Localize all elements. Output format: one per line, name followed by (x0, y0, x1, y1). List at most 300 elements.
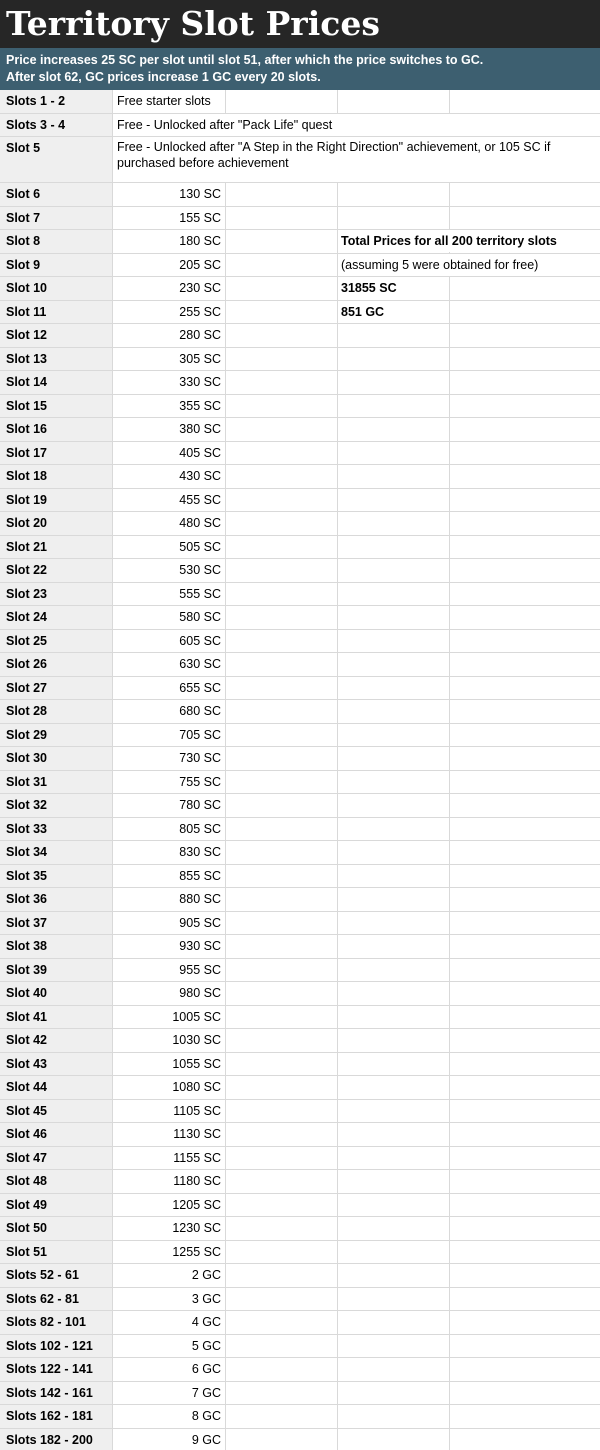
slot-price-text: 580 SC (179, 610, 221, 624)
table-row (0, 1194, 600, 1218)
empty-cell (338, 700, 450, 723)
slot-label-text: Slot 48 (6, 1174, 47, 1188)
slot-label (0, 606, 113, 629)
empty-cell (226, 559, 338, 582)
slot-price (113, 1123, 226, 1146)
empty-cell (226, 207, 338, 230)
slot-label (0, 1076, 113, 1099)
table-row (0, 935, 600, 959)
empty-cell (226, 935, 338, 958)
slot-label-text: Slot 15 (6, 398, 47, 413)
slot-label (0, 1123, 113, 1146)
empty-cell (226, 183, 338, 206)
table-row (0, 536, 600, 560)
table-row (0, 982, 600, 1006)
empty-cell (338, 512, 450, 535)
empty-cell (226, 1029, 338, 1052)
empty-cell (450, 1405, 600, 1428)
empty-cell (226, 1147, 338, 1170)
table-row (0, 1335, 600, 1359)
empty-cell (338, 935, 450, 958)
table-row (0, 277, 600, 301)
empty-cell (226, 301, 338, 324)
slot-label-text: Slot 23 (6, 586, 47, 601)
slot-price (113, 1241, 226, 1264)
slot-price (113, 301, 226, 324)
empty-cell (450, 841, 600, 864)
slot-label-text: Slot 10 (6, 281, 47, 295)
empty-cell (226, 771, 338, 794)
slot-description: Free - Unlocked after "A Step in the Right Direction" achievement, or 105 SC if purchased before achievement (117, 140, 551, 170)
empty-cell (450, 818, 600, 841)
slot-label-text: Slot 26 (6, 657, 47, 671)
table-row (0, 912, 600, 936)
slot-price-text: 655 SC (179, 680, 221, 695)
slot-price (113, 324, 226, 347)
slot-price (113, 771, 226, 794)
slot-price-text: 680 SC (179, 704, 221, 718)
slot-price (113, 888, 226, 911)
slot-label-text: Slots 162 - 181 (6, 1409, 93, 1423)
table-row (0, 1053, 600, 1077)
slot-price (113, 512, 226, 535)
slot-price (113, 1429, 226, 1450)
slot-label-text: Slot 19 (6, 492, 47, 507)
slot-label-text: Slots 62 - 81 (6, 1291, 79, 1306)
empty-cell (450, 183, 600, 206)
table-row (0, 1029, 600, 1053)
empty-cell (450, 959, 600, 982)
slot-price (113, 1217, 226, 1240)
table-row (0, 700, 600, 724)
slot-label-text: Slot 43 (6, 1056, 47, 1071)
page-title: Territory Slot Prices (6, 4, 380, 43)
slot-price (113, 1382, 226, 1405)
empty-cell (226, 418, 338, 441)
table-row (0, 724, 600, 748)
slot-price (113, 1170, 226, 1193)
slot-label (0, 1241, 113, 1264)
empty-cell (450, 935, 600, 958)
table-row (0, 888, 600, 912)
empty-cell (450, 348, 600, 371)
slot-label (0, 865, 113, 888)
slot-label (0, 700, 113, 723)
slot-label (0, 959, 113, 982)
slot-label (0, 1288, 113, 1311)
empty-cell (338, 1429, 450, 1450)
table-row (0, 1241, 600, 1265)
slot-label (0, 301, 113, 324)
empty-cell (450, 1100, 600, 1123)
table-row (0, 841, 600, 865)
empty-cell (338, 771, 450, 794)
table-row (0, 207, 600, 231)
table-row (0, 418, 600, 442)
slot-price-text: 1155 SC (173, 1150, 221, 1165)
empty-cell (338, 747, 450, 770)
empty-cell (450, 324, 600, 347)
slot-price-text: 1005 SC (172, 1009, 221, 1024)
slot-label-text: Slot 34 (6, 845, 47, 859)
empty-cell (226, 818, 338, 841)
empty-cell (338, 1194, 450, 1217)
empty-cell (338, 442, 450, 465)
table-row (0, 512, 600, 536)
slot-price-text: 505 SC (179, 539, 221, 554)
empty-cell (226, 90, 338, 113)
empty-cell (450, 1123, 600, 1146)
slot-price (113, 1311, 226, 1334)
slot-price-text: 755 SC (179, 774, 221, 789)
slot-label (0, 465, 113, 488)
empty-cell (226, 700, 338, 723)
slot-price-text: 1230 SC (172, 1221, 221, 1235)
slot-price (113, 489, 226, 512)
empty-cell (338, 1053, 450, 1076)
slot-label-text: Slot 8 (6, 234, 41, 248)
empty-cell (226, 536, 338, 559)
slot-label-text: Slot 28 (6, 704, 47, 718)
slot-price-text: 305 SC (179, 351, 221, 366)
empty-cell (450, 1429, 600, 1450)
slot-description: Free starter slots (113, 90, 226, 113)
slot-price-text: 1180 SC (173, 1174, 221, 1188)
empty-cell (338, 794, 450, 817)
slot-price-text: 705 SC (179, 727, 221, 742)
slot-price (113, 959, 226, 982)
slot-label-text: Slot 31 (6, 774, 47, 789)
slot-price-text: 1205 SC (172, 1197, 221, 1212)
slot-price (113, 747, 226, 770)
slot-price-text: 130 SC (179, 187, 221, 201)
empty-cell (450, 794, 600, 817)
table-row (0, 1217, 600, 1241)
empty-cell (338, 1170, 450, 1193)
slot-price-text: 205 SC (179, 257, 221, 272)
slot-price-text: 930 SC (179, 939, 221, 953)
empty-cell (226, 442, 338, 465)
empty-cell (338, 536, 450, 559)
slot-price-text: 6 GC (191, 1362, 221, 1376)
slot-label (0, 1335, 113, 1358)
slot-price-text: 855 SC (179, 868, 221, 883)
table-row (0, 1123, 600, 1147)
table-row (0, 114, 600, 138)
slot-price-text: 555 SC (179, 586, 221, 601)
empty-cell (226, 583, 338, 606)
slot-label-text: Slot 50 (6, 1221, 47, 1235)
table-row (0, 1076, 600, 1100)
empty-cell (226, 489, 338, 512)
empty-cell (226, 1264, 338, 1287)
empty-cell (450, 1311, 600, 1334)
empty-cell (226, 1405, 338, 1428)
slot-price (113, 1358, 226, 1381)
slot-price (113, 1029, 226, 1052)
slot-label-text: Slot 38 (6, 939, 47, 953)
slot-label (0, 1358, 113, 1381)
empty-cell (450, 912, 600, 935)
empty-cell (450, 301, 600, 324)
empty-cell (338, 348, 450, 371)
empty-cell (338, 1311, 450, 1334)
table-row (0, 1405, 600, 1429)
slot-price-text: 4 GC (191, 1315, 221, 1329)
empty-cell (450, 418, 600, 441)
slot-price-text: 480 SC (179, 516, 221, 530)
empty-cell (226, 254, 338, 277)
slot-label-text: Slot 25 (6, 633, 47, 648)
slot-label (0, 1100, 113, 1123)
table-row (0, 465, 600, 489)
slot-label-text: Slot 16 (6, 422, 47, 436)
empty-cell (338, 1076, 450, 1099)
slot-label (0, 1264, 113, 1287)
empty-cell (226, 1123, 338, 1146)
slot-price-text: 1055 SC (172, 1056, 221, 1071)
slot-label-text: Slot 41 (6, 1009, 47, 1024)
slot-label-text: Slot 30 (6, 751, 47, 765)
empty-cell (450, 1241, 600, 1264)
empty-cell (450, 1217, 600, 1240)
slot-price (113, 1006, 226, 1029)
slot-label (0, 1405, 113, 1428)
subtitle-line-2: After slot 62, GC prices increase 1 GC every 20 slots. (6, 70, 321, 84)
slot-label-text: Slot 36 (6, 892, 47, 906)
empty-cell (450, 559, 600, 582)
slot-label-text: Slots 52 - 61 (6, 1268, 79, 1282)
empty-cell (338, 1382, 450, 1405)
table-row (0, 1382, 600, 1406)
slot-price (113, 700, 226, 723)
empty-cell (226, 1335, 338, 1358)
empty-cell (338, 1264, 450, 1287)
table-row (0, 1170, 600, 1194)
empty-cell (338, 1100, 450, 1123)
slot-label (0, 1382, 113, 1405)
empty-cell (226, 465, 338, 488)
empty-cell (338, 489, 450, 512)
empty-cell (450, 771, 600, 794)
slot-price (113, 1405, 226, 1428)
empty-cell (450, 1264, 600, 1287)
slot-label (0, 1429, 113, 1450)
slot-price (113, 348, 226, 371)
empty-cell (338, 606, 450, 629)
slot-label-text: Slots 182 - 200 (6, 1432, 93, 1447)
empty-cell (226, 912, 338, 935)
table-row (0, 301, 600, 325)
empty-cell (450, 583, 600, 606)
slot-label (0, 183, 113, 206)
empty-cell (226, 1382, 338, 1405)
empty-cell (338, 888, 450, 911)
empty-cell (338, 559, 450, 582)
slot-price-text: 7 GC (191, 1385, 221, 1400)
slot-label (0, 1053, 113, 1076)
table-row (0, 395, 600, 419)
slot-label (0, 1217, 113, 1240)
empty-cell (450, 747, 600, 770)
slot-label (0, 583, 113, 606)
empty-cell (450, 606, 600, 629)
table-row (0, 653, 600, 677)
empty-cell (226, 888, 338, 911)
slot-label (0, 771, 113, 794)
empty-cell (450, 1335, 600, 1358)
empty-cell (450, 1053, 600, 1076)
slot-price (113, 935, 226, 958)
empty-cell (226, 724, 338, 747)
slot-price-text: 8 GC (191, 1409, 221, 1423)
table-row (0, 747, 600, 771)
slot-label (0, 254, 113, 277)
slot-price-text: 980 SC (179, 986, 221, 1000)
empty-cell (450, 1382, 600, 1405)
table-row (0, 771, 600, 795)
empty-cell (226, 1006, 338, 1029)
empty-cell (338, 1123, 450, 1146)
slot-label-text: Slot 13 (6, 351, 47, 366)
slot-label-text: Slot 45 (6, 1103, 47, 1118)
empty-cell (338, 183, 450, 206)
slot-label (0, 1006, 113, 1029)
empty-cell (338, 90, 450, 113)
slot-price-text: 280 SC (179, 328, 221, 342)
table-row (0, 1100, 600, 1124)
table-row (0, 559, 600, 583)
empty-cell (338, 395, 450, 418)
empty-cell (338, 865, 450, 888)
slot-price-text: 255 SC (179, 304, 221, 319)
table-row (0, 583, 600, 607)
table-row (0, 1311, 600, 1335)
empty-cell (338, 465, 450, 488)
slot-label-text: Slot 47 (6, 1150, 47, 1165)
empty-cell (226, 324, 338, 347)
table-row (0, 1288, 600, 1312)
empty-cell (450, 536, 600, 559)
empty-cell (338, 1217, 450, 1240)
slot-label (0, 442, 113, 465)
slot-label (0, 982, 113, 1005)
slot-label (0, 794, 113, 817)
empty-cell (226, 1217, 338, 1240)
table-row (0, 606, 600, 630)
slot-price-text: 180 SC (179, 234, 221, 248)
empty-cell (226, 1100, 338, 1123)
subtitle-line-1: Price increases 25 SC per slot until slot 51, after which the price switches to GC. (6, 53, 484, 67)
empty-cell (450, 465, 600, 488)
empty-cell (226, 1429, 338, 1450)
table-row (0, 1264, 600, 1288)
slot-price-text: 1105 SC (173, 1103, 221, 1118)
table-row (0, 183, 600, 207)
empty-cell (338, 1029, 450, 1052)
slot-label-text: Slot 11 (6, 304, 47, 319)
table-row (0, 1006, 600, 1030)
slot-price (113, 912, 226, 935)
slot-label (0, 653, 113, 676)
slot-label (0, 1147, 113, 1170)
empty-cell (338, 677, 450, 700)
empty-cell (450, 1006, 600, 1029)
slot-price-text: 830 SC (179, 845, 221, 859)
slot-price (113, 183, 226, 206)
slot-price (113, 724, 226, 747)
empty-cell (226, 1288, 338, 1311)
slot-price-text: 630 SC (179, 657, 221, 671)
empty-cell (450, 442, 600, 465)
empty-cell (338, 818, 450, 841)
empty-cell (226, 1311, 338, 1334)
slot-price-text: 5 GC (191, 1338, 221, 1353)
slot-price-text: 155 SC (179, 210, 221, 225)
slot-label-text: Slot 22 (6, 563, 47, 577)
slot-price-text: 955 SC (179, 962, 221, 977)
empty-cell (450, 888, 600, 911)
title-bar (0, 0, 600, 48)
slot-price (113, 1100, 226, 1123)
slot-price-text: 1130 SC (173, 1127, 221, 1141)
slot-label-text: Slot 42 (6, 1033, 47, 1047)
table-row (0, 959, 600, 983)
slot-price (113, 371, 226, 394)
empty-cell (338, 1241, 450, 1264)
slot-label (0, 1029, 113, 1052)
empty-cell (226, 653, 338, 676)
slot-label (0, 1311, 113, 1334)
empty-cell (450, 371, 600, 394)
empty-cell (226, 277, 338, 300)
empty-cell (338, 630, 450, 653)
table-row (0, 865, 600, 889)
slot-price (113, 982, 226, 1005)
empty-cell (338, 982, 450, 1005)
empty-cell (338, 1288, 450, 1311)
empty-cell (450, 653, 600, 676)
slot-label-text: Slot 40 (6, 986, 47, 1000)
slot-label-text: Slot 49 (6, 1197, 47, 1212)
slot-price-text: 2 GC (191, 1268, 221, 1282)
table-row (0, 677, 600, 701)
slot-label-text: Slot 37 (6, 915, 47, 930)
empty-cell (226, 1053, 338, 1076)
empty-cell (226, 348, 338, 371)
table-row (0, 794, 600, 818)
slot-price (113, 442, 226, 465)
slot-price (113, 1264, 226, 1287)
slot-price-text: 805 SC (179, 821, 221, 836)
empty-cell (226, 865, 338, 888)
table-row (0, 442, 600, 466)
slot-price (113, 865, 226, 888)
slot-description: Free - Unlocked after "Pack Life" quest (117, 117, 333, 132)
slot-label-text: Slot 9 (6, 257, 41, 272)
slot-label-text: Slot 35 (6, 868, 47, 883)
empty-cell (338, 1405, 450, 1428)
empty-cell (226, 841, 338, 864)
empty-cell (226, 1076, 338, 1099)
empty-cell (450, 1194, 600, 1217)
slot-price-text: 355 SC (179, 398, 221, 413)
slot-price (113, 818, 226, 841)
empty-cell (226, 230, 338, 253)
empty-cell (226, 1358, 338, 1381)
table-row (0, 90, 600, 114)
empty-cell (450, 700, 600, 723)
